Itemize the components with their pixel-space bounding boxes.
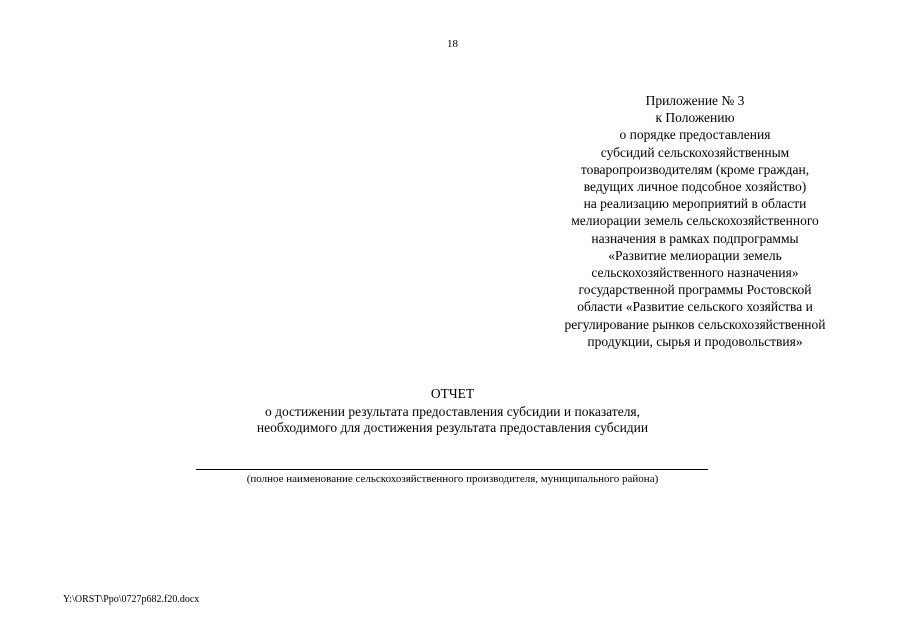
appendix-line: сельскохозяйственного назначения»: [591, 265, 799, 281]
appendix-line: к Положению: [655, 110, 735, 126]
appendix-line: о порядке предоставления: [619, 127, 771, 143]
appendix-line: товаропроизводителям (кроме граждан,: [580, 161, 810, 177]
appendix-line: «Развитие мелиорации земель: [608, 247, 782, 263]
appendix-line: на реализацию мероприятий в области: [583, 196, 807, 212]
report-subtitle: [0, 404, 905, 436]
appendix-line: ведущих личное подсобное хозяйство): [583, 179, 807, 195]
appendix-line: мелиорации земель сельскохозяйственного: [571, 213, 819, 229]
appendix-line: Приложение № 3: [645, 93, 745, 108]
appendix-line: назначения в рамках подпрограммы: [591, 230, 799, 246]
report-subtitle-line: о достижении результата предоставления субсидии и показателя,: [264, 404, 641, 419]
fill-in-line: [196, 469, 708, 470]
appendix-line: субсидий сельскохозяйственным: [600, 144, 790, 160]
appendix-line: регулирование рынков сельскохозяйственной: [564, 316, 826, 332]
appendix-line: государственной программы Ростовской: [578, 282, 812, 298]
report-title: ОТЧЕТ: [430, 386, 475, 401]
page-number: 18: [447, 38, 458, 50]
appendix-line: области «Развитие сельского хозяйства и: [577, 299, 813, 315]
appendix-line: продукции, сырья и продовольствия»: [587, 333, 803, 349]
report-subtitle-line: необходимого для достижения результата предоставления субсидии: [256, 420, 649, 435]
fill-in-caption: (полное наименование сельскохозяйственного производителя, муниципального района): [246, 473, 659, 485]
file-path: Y:\ORST\Ppo\0727p682.f20.docx: [63, 594, 200, 605]
appendix-header: [520, 92, 870, 350]
